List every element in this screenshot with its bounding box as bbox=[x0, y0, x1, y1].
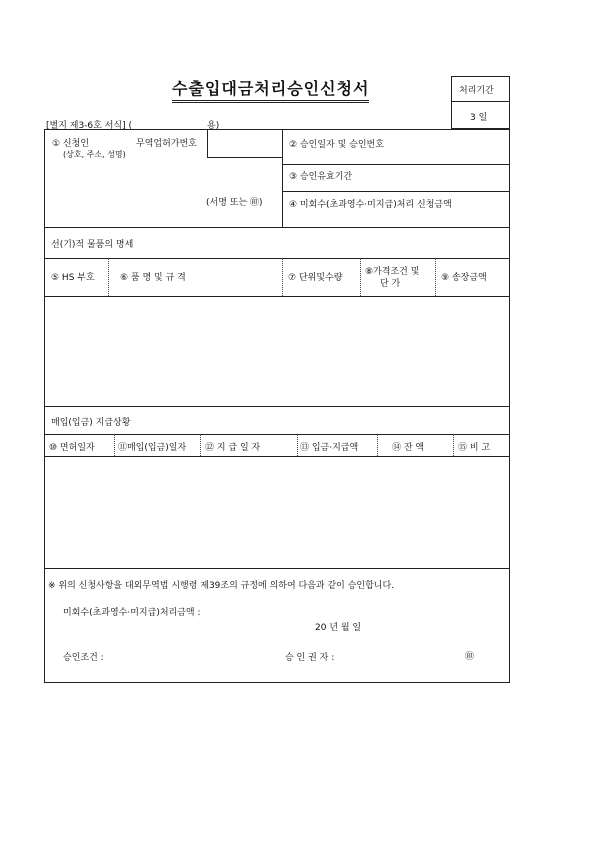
trade-license-number-box[interactable] bbox=[207, 129, 283, 158]
goods-section-title: 선(기)적 물품의 명세 bbox=[51, 240, 134, 250]
approved-amount-label: 미회수(초과영수·미지급)처리금액 : bbox=[63, 608, 201, 618]
approval-date-number-label: ② 승인일자 및 승인번호 bbox=[289, 140, 384, 150]
trade-license-label: 무역업허가번호 bbox=[136, 139, 197, 149]
col-remarks: ⑮ 비 고 bbox=[458, 443, 491, 453]
signature-label: (서명 또는 ㊞) bbox=[206, 198, 263, 208]
col-unit-qty: ⑦ 단위및수량 bbox=[288, 273, 343, 283]
processing-period-value: 3 일 bbox=[470, 113, 488, 123]
processing-period-label: 처리기간 bbox=[459, 86, 494, 96]
col-hs-code: ⑤ HS 부호 bbox=[51, 273, 95, 283]
seal-mark: ㊞ bbox=[465, 652, 475, 662]
approval-date-line: 20 년 월 일 bbox=[315, 623, 362, 633]
col-paid-amount: ⑬ 입금·지급액 bbox=[300, 443, 359, 453]
payments-section-title: 매입(입금) 지급상황 bbox=[51, 418, 131, 428]
approval-condition-label: 승인조건 : bbox=[63, 653, 104, 663]
approver-label: 승 인 권 자 : bbox=[285, 653, 335, 663]
form-number: [별지 제3-6호 서식] ( bbox=[46, 121, 132, 131]
col-price-terms-line2: 단 가 bbox=[380, 279, 401, 289]
applicant-label: ① 신청인 bbox=[52, 139, 90, 149]
col-invoice-amount: ⑨ 송장금액 bbox=[441, 273, 487, 283]
approval-validity-label: ③ 승인유효기간 bbox=[289, 172, 353, 182]
form-title: 수출입대금처리승인신청서 bbox=[172, 76, 369, 103]
approval-statement: ※ 위의 신청사항을 대외무역법 시행령 제39조의 규정에 의하여 다음과 같이 승인합니다. bbox=[48, 581, 395, 591]
applicant-subtitle: (상호, 주소, 성명) bbox=[63, 150, 126, 159]
unpaid-amount-label: ④ 미회수(초과영수·미지급)처리 신청금액 bbox=[289, 200, 452, 210]
form-number-suffix: 용) bbox=[207, 121, 220, 131]
col-name-spec: ⑥ 품 명 및 규 격 bbox=[120, 273, 186, 283]
col-balance: ⑭ 잔 액 bbox=[392, 443, 425, 453]
col-payment-date: ⑫ 지 급 일 자 bbox=[205, 443, 261, 453]
col-purchase-date: ⑪매입(입금)일자 bbox=[118, 443, 187, 453]
col-license-date: ⑩ 면허일자 bbox=[49, 443, 95, 453]
col-price-terms: ⑧가격조건 및 bbox=[365, 267, 420, 277]
